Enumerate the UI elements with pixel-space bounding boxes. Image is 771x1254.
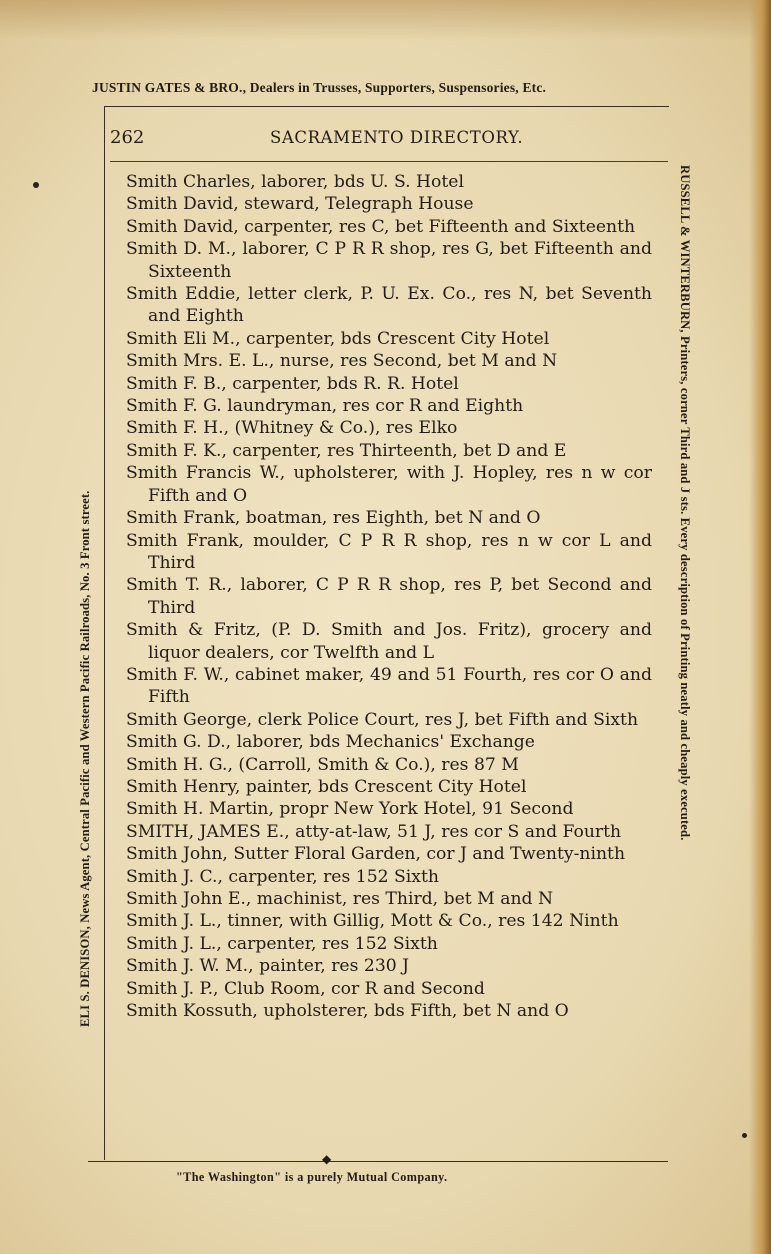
directory-entry: Smith George, clerk Police Court, res J, bet Fifth and Sixth <box>126 709 639 730</box>
directory-entry: Smith Kossuth, upholsterer, bds Fifth, bet N and O <box>126 1001 569 1022</box>
directory-entry: Smith David, carpenter, res C, bet Fifteenth and Sixteenth <box>126 216 636 237</box>
directory-entry: Smith John, Sutter Floral Garden, cor J and Twenty-ninth <box>126 844 626 865</box>
directory-entry: Smith Charles, laborer, bds U. S. Hotel <box>126 172 464 192</box>
left-margin-advertisement: ELI S. DENISON, News Agent, Central Pacific and Western Pacific Railroads, No. 3 Front street. <box>78 490 92 1027</box>
frame-rule-left <box>104 106 105 1160</box>
running-head <box>110 127 670 153</box>
directory-entry: Smith F. G. laundryman, res cor R and Eighth <box>126 396 524 417</box>
directory-entry: Smith Eli M., carpenter, bds Crescent City Hotel <box>126 328 550 349</box>
directory-entry: Smith Eddie, letter clerk, P. U. Ex. Co., res N, bet Seventh and Eighth <box>126 284 652 327</box>
directory-entry: Smith F. W., cabinet maker, 49 and 51 Fourth, res cor O and Fifth <box>126 664 652 708</box>
rule-ornament: ◆ <box>322 1152 332 1166</box>
ink-speck <box>742 1133 747 1138</box>
page-number: 262 <box>110 127 145 148</box>
directory-entries <box>126 171 652 1022</box>
directory-entry: Smith David, steward, Telegraph House <box>126 194 474 215</box>
frame-rule-top <box>104 106 669 107</box>
directory-entry: Smith & Fritz, (P. D. Smith and Jos. Fritz), grocery and liquor dealers, cor Twelfth and L <box>126 620 652 663</box>
directory-entry: Smith J. P., Club Room, cor R and Second <box>126 978 485 999</box>
directory-entry: Smith F. H., (Whitney & Co.), res Elko <box>126 418 458 439</box>
directory-entry: SMITH, JAMES E., atty-at-law, 51 J, res cor S and Fourth <box>126 821 622 842</box>
ink-speck <box>33 182 39 188</box>
directory-entry: Smith H. G., (Carroll, Smith & Co.), res 87 M <box>126 754 519 775</box>
page-edge-shadow-top <box>0 0 771 40</box>
directory-entry: Smith F. B., carpenter, bds R. R. Hotel <box>126 373 459 394</box>
directory-entry: Smith Frank, moulder, C P R R shop, res n w cor L and Third <box>126 530 652 573</box>
header-rule <box>110 161 668 162</box>
directory-entry: Smith J. C., carpenter, res 152 Sixth <box>126 866 439 887</box>
directory-entry: Smith Mrs. E. L., nurse, res Second, bet M and N <box>126 351 558 372</box>
directory-entry: Smith H. Martin, propr New York Hotel, 91 Second <box>126 799 574 820</box>
directory-entry: Smith Francis W., upholsterer, with J. Hopley, res n w cor Fifth and O <box>126 463 652 506</box>
directory-entry: Smith Frank, boatman, res Eighth, bet N and O <box>126 508 541 529</box>
frame-rule-bottom <box>88 1161 668 1162</box>
directory-entry: Smith T. R., laborer, C P R R shop, res P, bet Second and Third <box>126 575 652 618</box>
right-margin-advertisement: RUSSELL & WINTERBURN, Printers, corner Third and J sts. Every description of Printing neatly and cheaply executed. <box>678 165 692 841</box>
directory-entry: Smith Henry, painter, bds Crescent City Hotel <box>126 776 527 797</box>
directory-entry: Smith J. L., tinner, with Gillig, Mott & Co., res 142 Ninth <box>126 911 619 932</box>
bottom-advertisement: "The Washington" is a purely Mutual Company. <box>176 1170 448 1184</box>
directory-entry: Smith John E., machinist, res Third, bet M and N <box>126 889 554 909</box>
directory-entry: Smith J. W. M., painter, res 230 J <box>126 956 410 977</box>
directory-entry: Smith D. M., laborer, C P R R shop, res G, bet Fifteenth and Sixteenth <box>126 239 652 282</box>
directory-entry: Smith F. K., carpenter, res Thirteenth, bet D and E <box>126 440 567 461</box>
directory-entry: Smith J. L., carpenter, res 152 Sixth <box>126 933 438 954</box>
page-title: SACRAMENTO DIRECTORY. <box>270 128 524 147</box>
page-edge-shadow-right <box>749 0 771 1254</box>
top-advertisement: JUSTIN GATES & BRO., Dealers in Trusses, Supporters, Suspensories, Etc. <box>92 80 547 95</box>
directory-entry: Smith G. D., laborer, bds Mechanics' Exchange <box>126 732 535 753</box>
